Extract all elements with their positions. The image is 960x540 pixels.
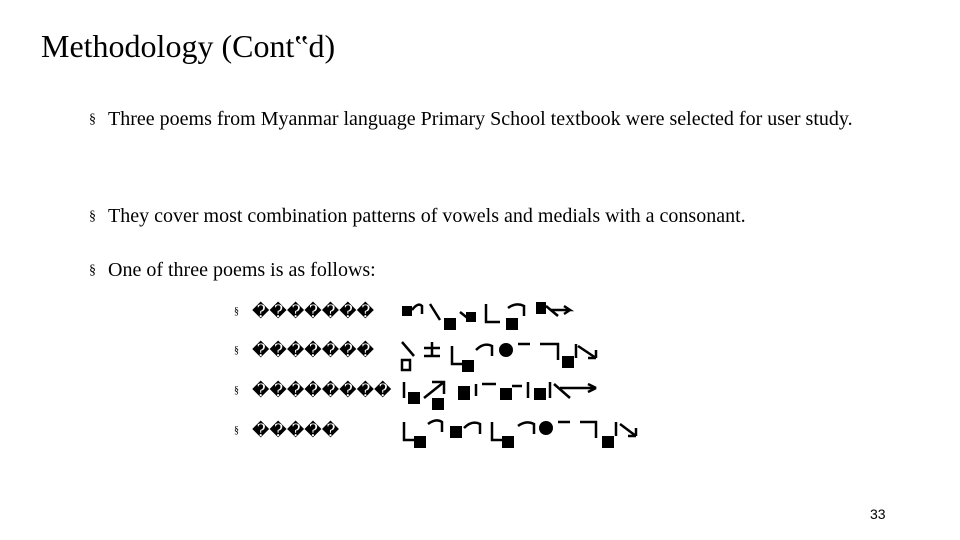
poem-line-text: ������� [252, 302, 375, 321]
poem-glyph-image-3 [400, 378, 600, 412]
poem-line-3 [234, 381, 391, 401]
bullet-text: They cover most combination patterns of vowels and medials with a consonant. [108, 205, 746, 227]
poem-line-text: �������� [252, 381, 392, 400]
bullet-marker: § [89, 263, 96, 278]
poem-line-4 [234, 421, 339, 441]
bullet-marker: § [89, 112, 96, 127]
bullet-marker: § [234, 345, 239, 356]
poem-line-text: ����� [252, 421, 340, 440]
bullet-item-3 [89, 247, 909, 294]
bullet-marker: § [234, 425, 239, 436]
poem-line-text: ������� [252, 341, 375, 360]
bullet-item-2 [89, 193, 909, 240]
bullet-text: One of three poems is as follows: [108, 259, 376, 281]
bullet-marker: § [234, 306, 239, 317]
poem-line-2 [234, 341, 374, 361]
poem-glyph-image-1 [400, 300, 600, 334]
bullet-marker: § [234, 385, 239, 396]
bullet-item-1 [89, 96, 909, 143]
slide-title: Methodology (Cont‟d) [41, 28, 336, 64]
poem-line-1 [234, 302, 374, 322]
poem-glyph-image-2 [400, 338, 600, 372]
page-number: 33 [870, 506, 886, 522]
bullet-marker: § [89, 209, 96, 224]
bullet-text: Three poems from Myanmar language Primary School textbook were selected for user study. [108, 108, 853, 130]
poem-glyph-image-4 [400, 418, 640, 452]
